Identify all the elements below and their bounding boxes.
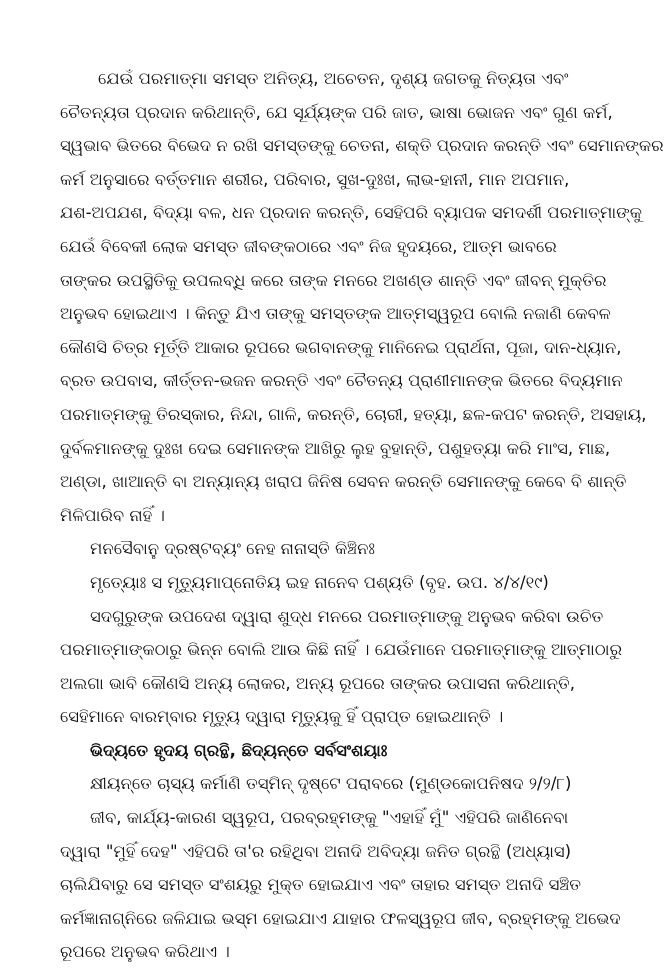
sanskrit-verse-line: ମୃତ୍ୟୋଃ ସ ମୃତ୍ୟୁମାପ୍ନୋତିୟ ଇହ ନାନେବ ପଶ୍ୟତି (ବୃହ. ଉପ. ୪/୪/୧୯): [90, 572, 549, 592]
text-line: ଚାଲିଯିବାରୁ ସେ ସମସ୍ତ ସଂଶୟରୁ ମୁକ୍ତ ହୋଇଯାଏ ଏବଂ ତାହାର ସମସ୍ତ ଅନାଦି ସଞ୍ଚିତ: [60, 875, 582, 895]
text-line: ଜୀବ, କାର୍ଯ୍ୟ-କାରଣ ସ୍ୱରୂପ, ପରବ୍ରହ୍ମଙ୍କୁ "ଏହାହିଁ ମୁଁ" ଏହିପରି ଜାଣିନେବା: [90, 808, 569, 828]
text-line: କର୍ମ ଅନୁସାରେ ବର୍ତ୍ତମାନ ଶରୀର, ପରିବାର, ସୁଖ-ଦୁଃଖ, ଲାଭ-ହାନୀ, ମାନ ଅପମାନ,: [60, 169, 570, 189]
text-line: ସଦଗୁରୁଙ୍କ ଉପଦେଶ ଦ୍ୱାରା ଶୁଦ୍ଧ ମନରେ ପରମାତ୍ମାଙ୍କୁ ଅନୁଭବ କରିବା ଉଚିତ: [90, 606, 604, 626]
text-line: ଅନୁଭବ ହୋଇଥାଏ । କିନ୍ତୁ ଯିଏ ତାଙ୍କୁ ସମସ୍ତଙ୍କ ଆତ୍ମସ୍ୱରୂପ ବୋଲି ନଜାଣି କେବଳ: [60, 304, 611, 324]
text-line: କର୍ମଜ୍ଞାନାଗ୍ନିରେ ଜଳିଯାଇ ଭସ୍ମ ହୋଇଯାଏ ଯାହାର ଫଳସ୍ୱରୂପ ଜୀବ, ବ୍ରହ୍ମଙ୍କୁ ଅଭେଦ: [60, 908, 621, 928]
text-line: ଅଣ୍ଡା, ଖାଆନ୍ତି ବା ଅନ୍ୟାନ୍ୟ ଖରାପ ଜିନିଷ ସେବନ କରନ୍ତି ସେମାନଙ୍କୁ କେବେ ବି ଶାନ୍ତି: [60, 472, 627, 492]
text-line: ଯେଉଁ ବିବେକୀ ଲୋକ ସମସ୍ତ ଜୀବଙ୍କଠାରେ ଏବଂ ନିଜ ହୃଦୟରେ, ଆତ୍ମ ଭାବରେ: [60, 236, 557, 256]
text-line: ମିଳିପାରିବ ନାହିଁ ।: [60, 505, 165, 525]
sanskrit-verse-line: କ୍ଷୀୟନ୍ତେ ଚାସ୍ୟ କର୍ମାଣି ତସ୍ମିନ୍ ଦୃଷ୍ଟେ ପରାବରେ (ମୁଣ୍ଡକୋପନିଷଦ ୨/୨/୮): [90, 774, 572, 794]
text-line: ପରମାତ୍ମଙ୍କୁ ତିରସ୍କାର, ନିନ୍ଦା, ଗାଳି, କରନ୍ତି, ଚୋରୀ, ହତ୍ୟା, ଛଳ-କପଟ କରନ୍ତି, ଅସହାୟ,: [60, 404, 647, 424]
sanskrit-verse-line: ମନସୈବାନୁ ଦ୍ରଷ୍ଟବ୍ୟଂ ନେହ ନାନାସ୍ତି କିଞ୍ଚିନଃ: [90, 539, 375, 559]
text-line: ଚୈତନ୍ୟତା ପ୍ରଦାନ କରିଥାନ୍ତି, ଯେ ସୂର୍ଯ୍ୟଙ୍କ ପରି ଜାତ, ଭାଷା ଭୋଜନ ଏବଂ ଗୁଣ କର୍ମ,: [60, 102, 613, 122]
text-line: ଯଶ-ଅପଯଶ, ବିଦ୍ୟା ବଳ, ଧନ ପ୍ରଦାନ କରନ୍ତି, ସେହିପରି ବ୍ୟାପକ ସମଦର୍ଶୀ ପରମାତ୍ମାଙ୍କୁ: [60, 203, 642, 223]
text-line: ସେହିମାନେ ବାରମ୍ବାର ମୃତ୍ୟୁ ଦ୍ୱାରା ମୃତ୍ୟୁକୁ ହିଁ ପ୍ରାପ୍ତ ହୋଇଥାନ୍ତି ।: [60, 707, 504, 727]
text-line: ବ୍ରତ ଉପବାସ, କୀର୍ତ୍ତନ-ଭଜନ କରନ୍ତି ଏବଂ ଚୈତନ୍ୟ ପ୍ରାଣୀମାନଙ୍କ ଭିତରେ ବିଦ୍ୟମାନ: [60, 371, 623, 391]
text-line: ଦ୍ୱାରା "ମୁହିଁ ଦେହ" ଏହିପରି ତା'ର ରହିଥିବା ଅନାଦି ଅବିଦ୍ୟା ଜନିତ ଗ୍ରନ୍ଥି (ଅଧ୍ୟାସ): [60, 841, 572, 861]
text-line: ପରମାତ୍ମାଙ୍କଠାରୁ ଭିନ୍ନ ବୋଲି ଆଉ କିଛି ନାହିଁ । ଯେଉଁମାନେ ପରମାତ୍ମାଙ୍କୁ ଆତ୍ମାଠାରୁ: [60, 640, 623, 660]
text-line: କୌଣସି ଚିତ୍ର ମୂର୍ତ୍ତି ଆକାର ରୂପରେ ଭଗବାନଙ୍କୁ ମାନିନେଇ ପ୍ରାର୍ଥନା, ପୂଜା, ଦାନ-ଧ୍ୟାନ,: [60, 337, 622, 357]
text-line: ସ୍ୱଭାବ ଭିତରେ ବିଭେଦ ନ ରଖି ସମସ୍ତଙ୍କୁ ଚେତନା, ଶକ୍ତି ପ୍ରଦାନ କରନ୍ତି ଏବଂ ସେମାନଙ୍କର: [60, 136, 664, 156]
text-line: ଦୁର୍ବଳମାନଙ୍କୁ ଦୁଃଖ ଦେଇ ସେମାନଙ୍କ ଆଖିରୁ ଲୁହ ବୁହାନ୍ତି, ପଶୁହତ୍ୟା କରି ମାଂସ, ମାଛ,: [60, 438, 611, 458]
sanskrit-verse-line: ଭିଦ୍ୟତେ ହୃଦୟ ଗ୍ରନ୍ଥି, ଛିଦ୍ୟନ୍ତେ ସର୍ବସଂଶୟାଃ: [90, 740, 388, 760]
text-line: ରୂପରେ ଅନୁଭବ କରିଥାଏ ।: [60, 942, 230, 962]
text-line: ଯେଉଁ ପରମାତ୍ମା ସମସ୍ତ ଅନିତ୍ୟ, ଅଚେତନ, ଦୃଶ୍ୟ ଜଗତକୁ ନିତ୍ୟତା ଏବଂ: [98, 69, 569, 88]
text-line: ତାଙ୍କର ଉପସ୍ଥିତିକୁ ଉପଲବ୍ଧି କରେ ତାଙ୍କ ମନରେ ଅଖଣ୍ଡ ଶାନ୍ତି ଏବଂ ଜୀବନ୍ ମୁକ୍ତିର: [60, 270, 607, 290]
text-line: ଅଲଗା ଭାବି କୌଣସି ଅନ୍ୟ ଲୋକର, ଅନ୍ୟ ରୂପରେ ତାଙ୍କର ଉପାସନା କରିଥାନ୍ତି,: [60, 673, 576, 693]
